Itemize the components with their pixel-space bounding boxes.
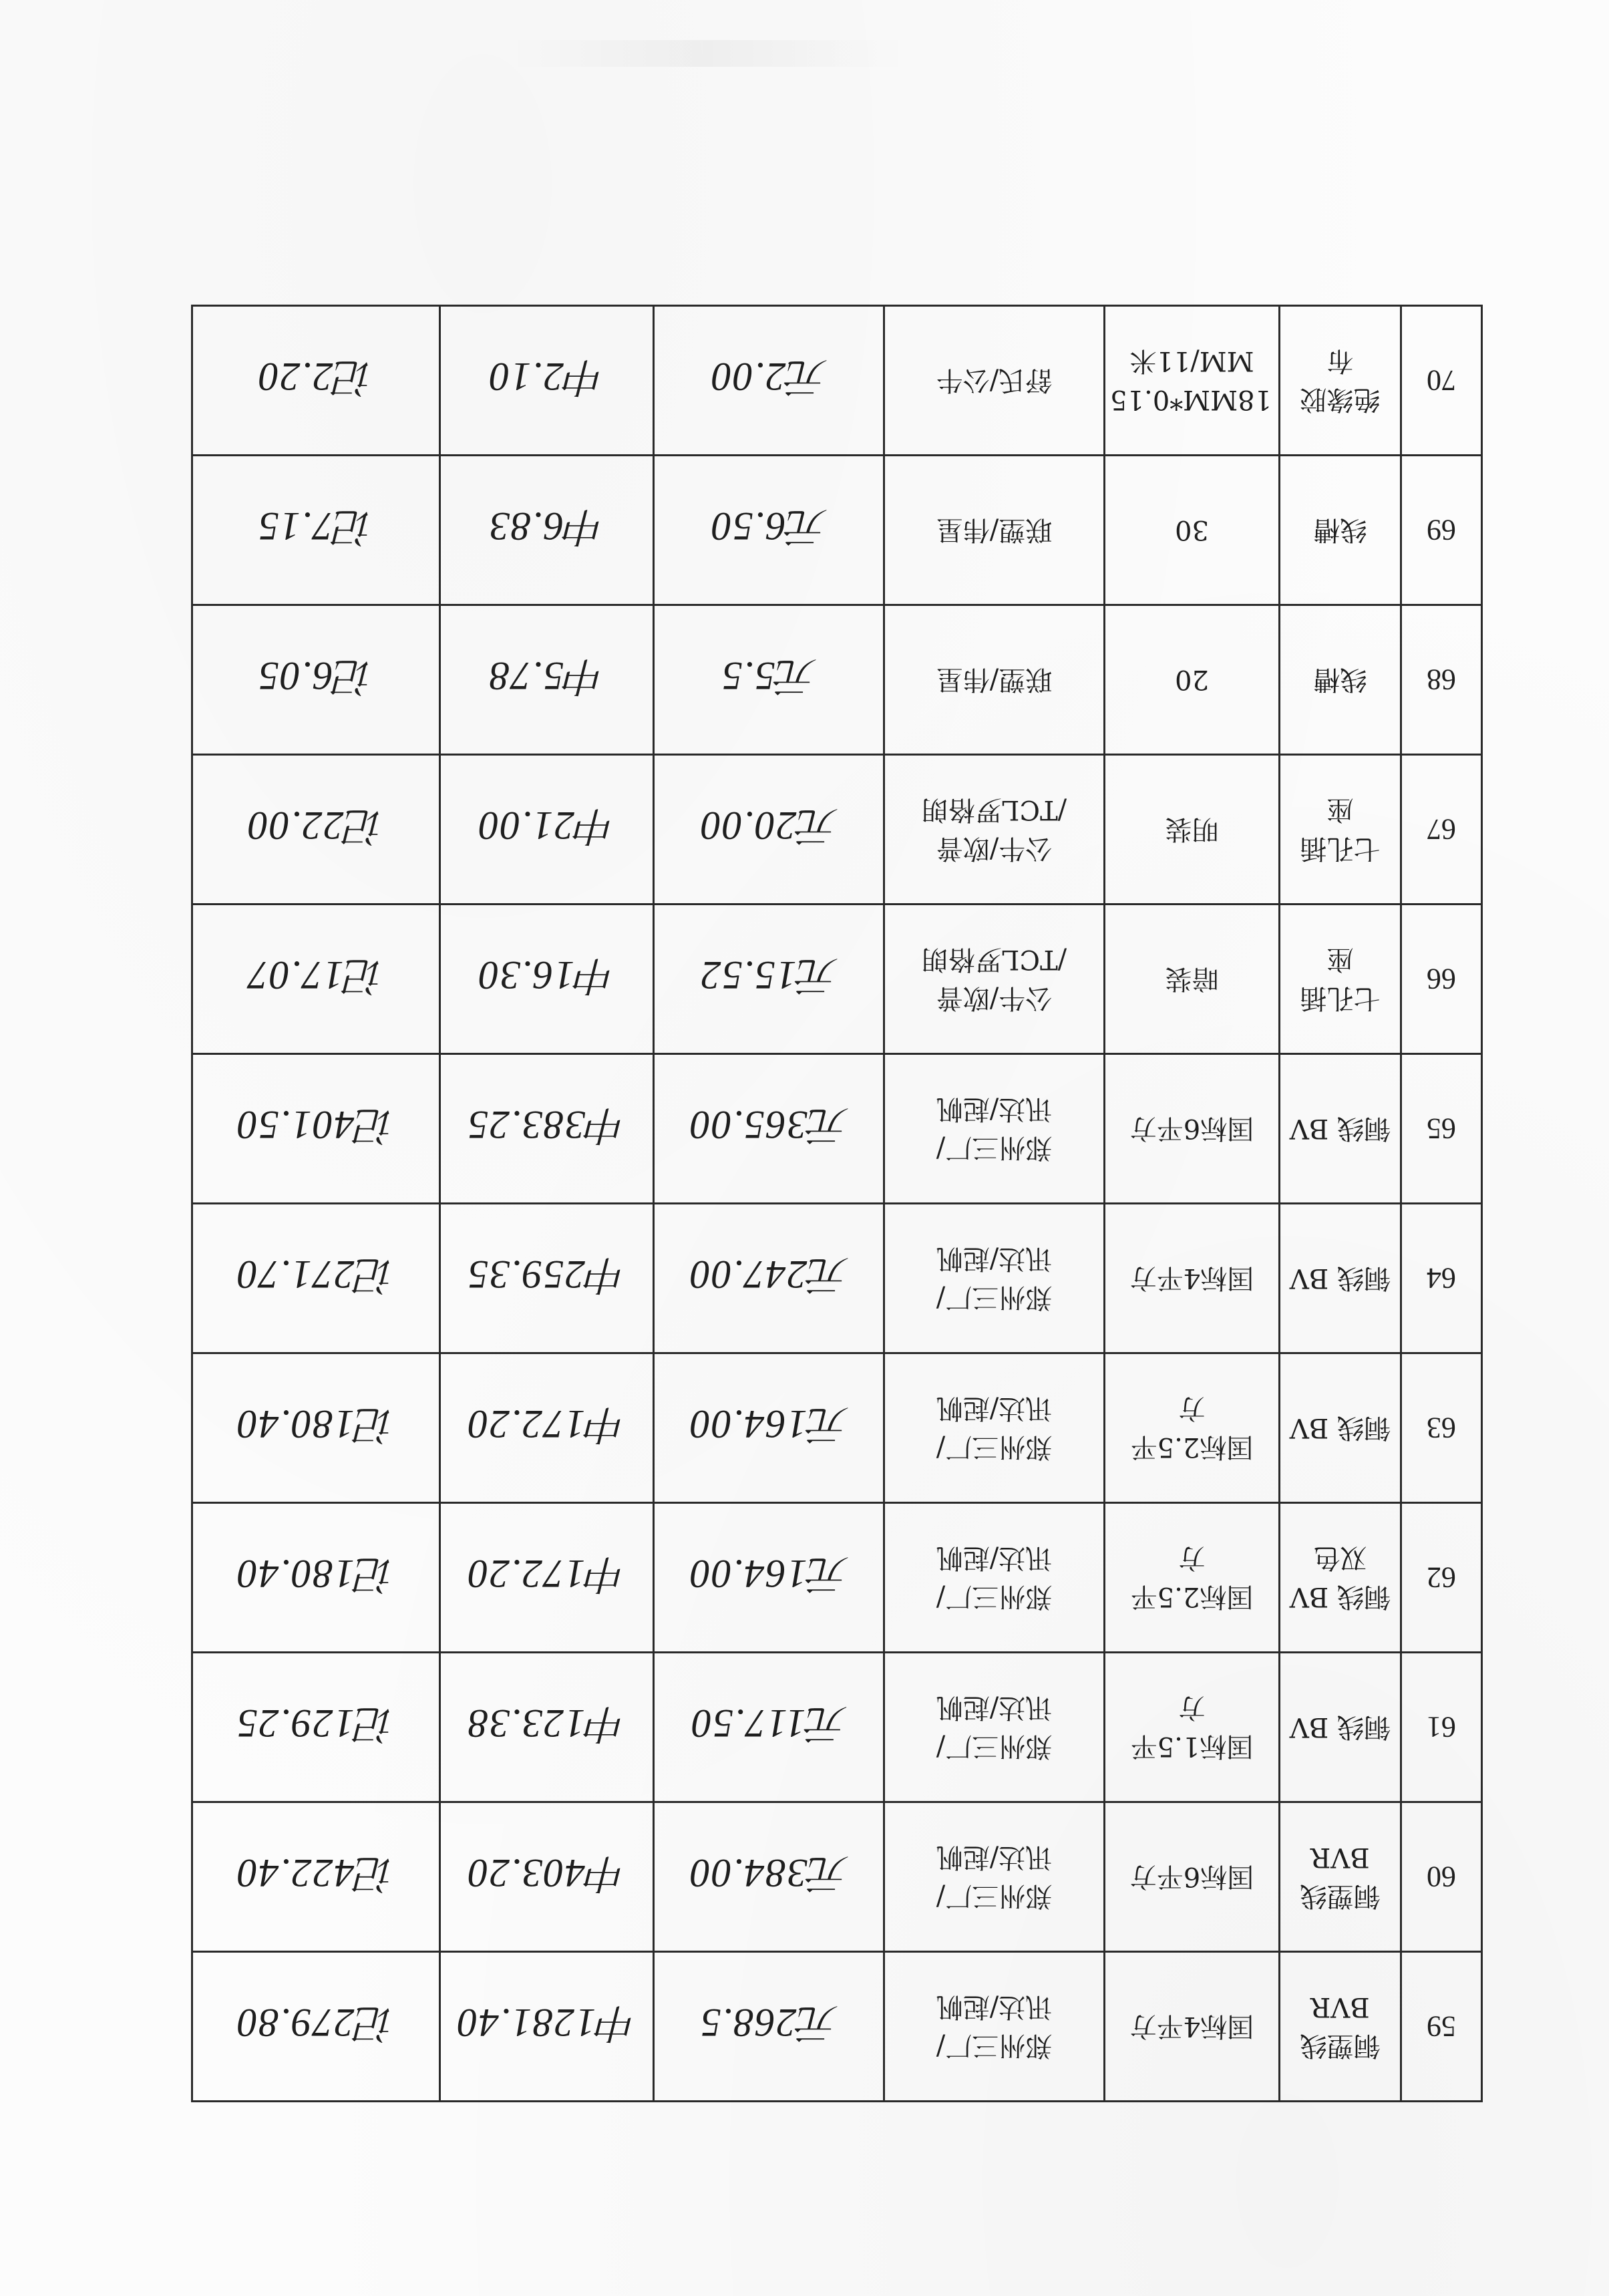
handwritten-price-2: 中383.25	[440, 1054, 654, 1204]
item-brand: 郑州三厂/ 讯达/起帆	[884, 1503, 1105, 1653]
row-number: 70	[1401, 306, 1482, 456]
table-row	[192, 1952, 1482, 2102]
item-spec: 国标6平方	[1105, 1802, 1280, 1952]
item-brand: 联塑/伟星	[884, 456, 1105, 605]
item-spec: 20	[1105, 605, 1280, 755]
handwritten-price-2: 中1281.40	[440, 1952, 654, 2102]
handwritten-price-3: 记401.50	[192, 1054, 440, 1204]
handwritten-price-3: 记279.80	[192, 1952, 440, 2102]
item-name: 七孔插座	[1280, 755, 1401, 905]
item-spec: 国标2.5平 方	[1105, 1353, 1280, 1503]
item-spec: 国标4平方	[1105, 1952, 1280, 2102]
item-brand: 郑州三厂/ 讯达/起帆	[884, 1054, 1105, 1204]
handwritten-price-2: 中172.20	[440, 1353, 654, 1503]
table-row	[192, 1054, 1482, 1204]
item-spec: 国标2.5平 方	[1105, 1503, 1280, 1653]
handwritten-price-1: 元365.00	[654, 1054, 884, 1204]
item-name: 七孔插座	[1280, 905, 1401, 1054]
item-brand: 公牛/欧普 /TCL罗格朗	[884, 755, 1105, 905]
handwritten-price-1: 元164.00	[654, 1353, 884, 1503]
table-row	[192, 306, 1482, 456]
handwritten-price-3: 记180.40	[192, 1503, 440, 1653]
table-row	[192, 1353, 1482, 1503]
item-brand: 舒氏/公牛	[884, 306, 1105, 456]
row-number: 64	[1401, 1204, 1482, 1353]
handwritten-price-2: 中403.20	[440, 1802, 654, 1952]
item-brand: 公牛/欧普 /TCL罗格朗	[884, 905, 1105, 1054]
handwritten-price-2: 中172.20	[440, 1503, 654, 1653]
item-name: 铜线 BV	[1280, 1353, 1401, 1503]
price-table	[191, 305, 1483, 2102]
handwritten-price-3: 记2.20	[192, 306, 440, 456]
row-number: 60	[1401, 1802, 1482, 1952]
item-spec: 30	[1105, 456, 1280, 605]
handwritten-price-3: 记6.05	[192, 605, 440, 755]
table-row	[192, 1802, 1482, 1952]
handwritten-price-1: 元384.00	[654, 1802, 884, 1952]
table-row	[192, 1653, 1482, 1802]
item-brand: 郑州三厂/ 讯达/起帆	[884, 1204, 1105, 1353]
handwritten-price-2: 中123.38	[440, 1653, 654, 1802]
item-name: 线槽	[1280, 605, 1401, 755]
row-number: 59	[1401, 1952, 1482, 2102]
item-brand: 郑州三厂/ 讯达/起帆	[884, 1353, 1105, 1503]
row-number: 66	[1401, 905, 1482, 1054]
handwritten-price-1: 元5.5	[654, 605, 884, 755]
item-spec: 明装	[1105, 755, 1280, 905]
handwritten-price-1: 元268.5	[654, 1952, 884, 2102]
handwritten-price-3: 记17.07	[192, 905, 440, 1054]
handwritten-price-1: 元247.00	[654, 1204, 884, 1353]
handwritten-price-3: 记7.15	[192, 456, 440, 605]
table-row	[192, 605, 1482, 755]
item-spec: 国标4平方	[1105, 1204, 1280, 1353]
item-spec: 国标1.5平 方	[1105, 1653, 1280, 1802]
handwritten-price-1: 元2.00	[654, 306, 884, 456]
item-name: 铜线 BV	[1280, 1054, 1401, 1204]
row-number: 62	[1401, 1503, 1482, 1653]
handwritten-price-1: 元6.50	[654, 456, 884, 605]
item-spec: 18MM*0.15 MM/11米	[1105, 306, 1280, 456]
handwritten-price-2: 中2.10	[440, 306, 654, 456]
handwritten-price-3: 记271.70	[192, 1204, 440, 1353]
handwritten-price-3: 记22.00	[192, 755, 440, 905]
handwritten-price-1: 元20.00	[654, 755, 884, 905]
row-number: 61	[1401, 1653, 1482, 1802]
item-brand: 郑州三厂/ 讯达/起帆	[884, 1802, 1105, 1952]
item-spec: 暗装	[1105, 905, 1280, 1054]
table-row	[192, 905, 1482, 1054]
handwritten-price-3: 记422.40	[192, 1802, 440, 1952]
handwritten-price-2: 中259.35	[440, 1204, 654, 1353]
item-name: 绝缘胶布	[1280, 306, 1401, 456]
row-number: 63	[1401, 1353, 1482, 1503]
item-name: 线槽	[1280, 456, 1401, 605]
table-row	[192, 456, 1482, 605]
item-name: 铜线 BV	[1280, 1653, 1401, 1802]
item-name: 铜线 BV 双色	[1280, 1503, 1401, 1653]
item-brand: 郑州三厂/ 讯达/起帆	[884, 1952, 1105, 2102]
handwritten-price-2: 中16.30	[440, 905, 654, 1054]
item-spec: 国标6平方	[1105, 1054, 1280, 1204]
row-number: 65	[1401, 1054, 1482, 1204]
handwritten-price-3: 记129.25	[192, 1653, 440, 1802]
handwritten-price-3: 记180.40	[192, 1353, 440, 1503]
item-name: 铜塑线 BVR	[1280, 1802, 1401, 1952]
table-row	[192, 1503, 1482, 1653]
item-name: 铜线 BV	[1280, 1204, 1401, 1353]
item-brand: 联塑/伟星	[884, 605, 1105, 755]
handwritten-price-2: 中21.00	[440, 755, 654, 905]
row-number: 68	[1401, 605, 1482, 755]
handwritten-price-1: 元15.52	[654, 905, 884, 1054]
item-brand: 郑州三厂/ 讯达/起帆	[884, 1653, 1105, 1802]
handwritten-price-1: 元117.50	[654, 1653, 884, 1802]
table-row	[192, 1204, 1482, 1353]
handwritten-price-1: 元164.00	[654, 1503, 884, 1653]
row-number: 69	[1401, 456, 1482, 605]
table-row	[192, 755, 1482, 905]
handwritten-price-2: 中5.78	[440, 605, 654, 755]
row-number: 67	[1401, 755, 1482, 905]
handwritten-price-2: 中6.83	[440, 456, 654, 605]
item-name: 铜塑线 BVR	[1280, 1952, 1401, 2102]
